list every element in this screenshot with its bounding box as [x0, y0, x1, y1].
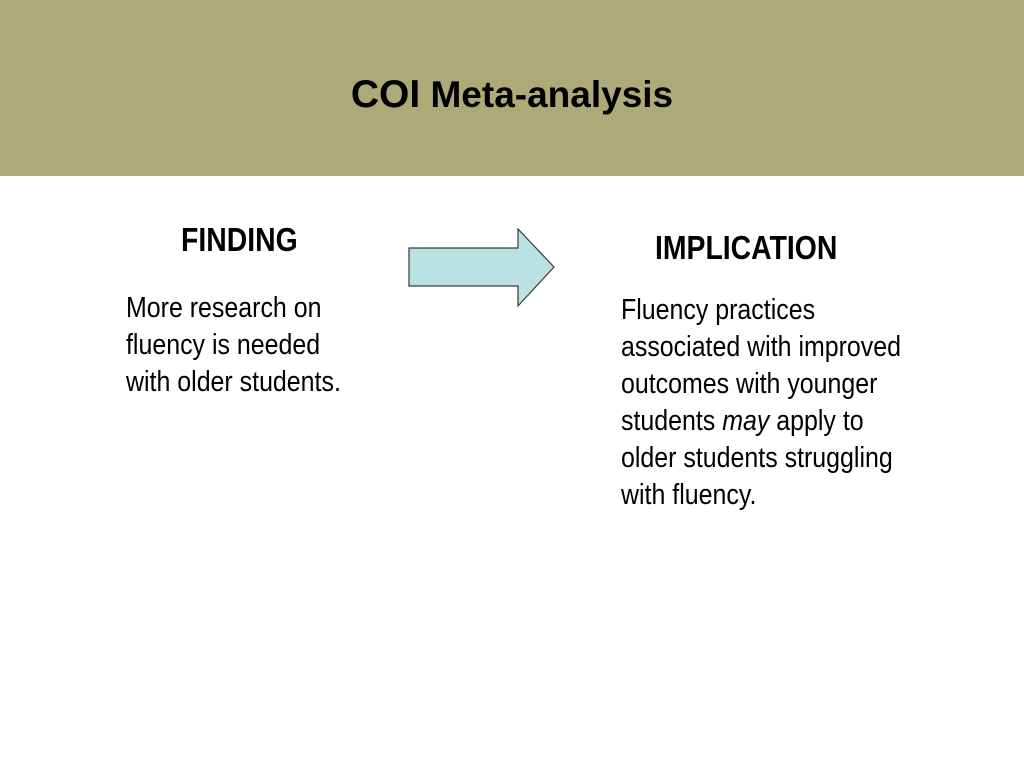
slide-title	[0, 72, 1024, 118]
finding-line: More research on	[126, 292, 322, 324]
arrow-shape	[409, 229, 554, 306]
implication-text-segment: apply to	[769, 405, 864, 437]
implication-line: older students struggling	[621, 442, 893, 474]
title-prefix: COI	[350, 73, 421, 116]
implication-heading: IMPLICATION	[655, 229, 838, 266]
emphasis-may: may	[722, 405, 770, 437]
finding-heading: FINDING	[181, 221, 298, 258]
implication-text-segment: students	[621, 405, 723, 437]
implication-line: outcomes with younger	[621, 368, 878, 400]
implication-line: Fluency practices	[621, 294, 816, 326]
finding-line: with older students.	[126, 366, 341, 398]
implication-line: associated with improved	[621, 331, 902, 363]
finding-text	[126, 290, 341, 401]
implication-line: with fluency.	[621, 479, 757, 511]
implication-line	[621, 403, 901, 440]
title-rest: Meta-analysis	[420, 74, 674, 115]
right-arrow-icon	[408, 228, 556, 308]
implication-text	[621, 292, 901, 514]
finding-line: fluency is needed	[126, 329, 321, 361]
